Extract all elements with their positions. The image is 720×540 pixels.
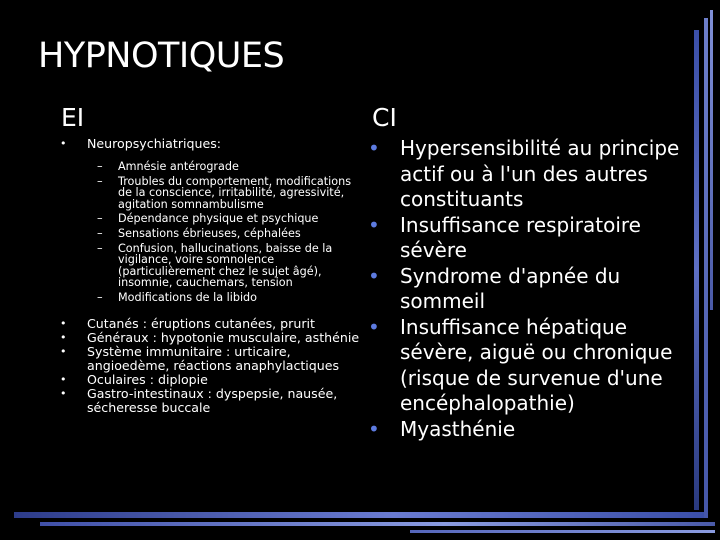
dash: – [97,290,103,304]
decorative-vertical-bar [704,18,708,518]
list-item-text: Cutanés : éruptions cutanées, prurit [87,315,315,331]
list-item-text: Gastro-intestinaux : dyspepsie, nausée, sécheresse buccale [87,385,338,415]
sub-list-item [60,213,360,225]
bullet: • [60,372,67,386]
decorative-horizontal-bar [40,522,715,526]
list-item [60,387,360,415]
sub-list-item-text: Amnésie antérograde [118,160,239,173]
decorative-vertical-bar [694,30,699,510]
sub-list-item-text: Sensations ébrieuses, céphalées [118,226,301,240]
sub-list-item [60,176,360,211]
list-item [368,136,688,213]
bullet: • [60,344,67,358]
decorative-horizontal-bar [410,530,715,533]
list-item [60,345,360,373]
decorative-vertical-bar [710,10,713,310]
list-item-text: Insuffisance respiratoire sévère [400,212,641,262]
bullet: • [368,314,380,339]
list-item-text: Syndrome d'apnée du sommeil [400,263,621,313]
decorative-horizontal-bar [14,512,704,518]
list-item-text: Insuffisance hépatique sévère, aiguë ou chronique (risque de survenue d'une encéphalopathie) [400,314,673,415]
list-item [368,264,688,315]
sub-list-item [60,292,360,304]
list-item-text: Hypersensibilité au principe actif ou à l'un des autres constituants [400,136,680,211]
dash: – [97,226,103,240]
list-item-text: Généraux : hypotonie musculaire, asthénie [87,329,360,345]
list-item [368,417,688,443]
sub-list-item [60,228,360,240]
sub-list-item [60,161,360,173]
list-item [60,331,360,345]
list-item [60,373,360,387]
list-item [368,213,688,264]
sub-list-item-text: Modifications de la libido [118,290,258,304]
list-item-text: Oculaires : diplopie [87,371,208,387]
dash: – [97,174,103,188]
sub-list-item-text: Confusion, hallucinations, baisse de la vigilance, voire somnolence (particulièrement chez le sujet âgé), insomnie, cauchemars, tension [118,241,333,290]
dash: – [97,241,103,255]
bullet: • [60,386,67,400]
bullet: • [368,416,380,441]
list-item [368,315,688,417]
bullet: • [60,330,67,344]
dash: – [97,160,103,173]
list-item [60,317,360,331]
ei-list [60,137,360,415]
sub-list-item-text: Dépendance physique et psychique [118,212,319,226]
bullet: • [60,316,67,330]
sub-list-item-text: Troubles du comportement, modifications de la conscience, irritabilité, agressivité, agitation somnambulisme [118,174,352,211]
list-item-label: Neuropsychiatriques: [87,136,222,151]
bullet: • [60,137,67,150]
sub-list [60,161,360,304]
slide-title: HYPNOTIQUES [38,36,285,76]
ci-heading: CI [372,103,397,132]
bullet: • [368,212,380,237]
list-item [60,137,360,151]
list-item-text: Myasthénie [400,416,516,441]
sub-list-item [60,243,360,289]
bullet: • [368,136,380,160]
dash: – [97,212,103,226]
ci-list [368,136,688,442]
list-item-text: Système immunitaire : urticaire, angioedème, réactions anaphylactiques [87,343,340,373]
bullet: • [368,263,380,288]
ei-heading: EI [61,103,85,132]
